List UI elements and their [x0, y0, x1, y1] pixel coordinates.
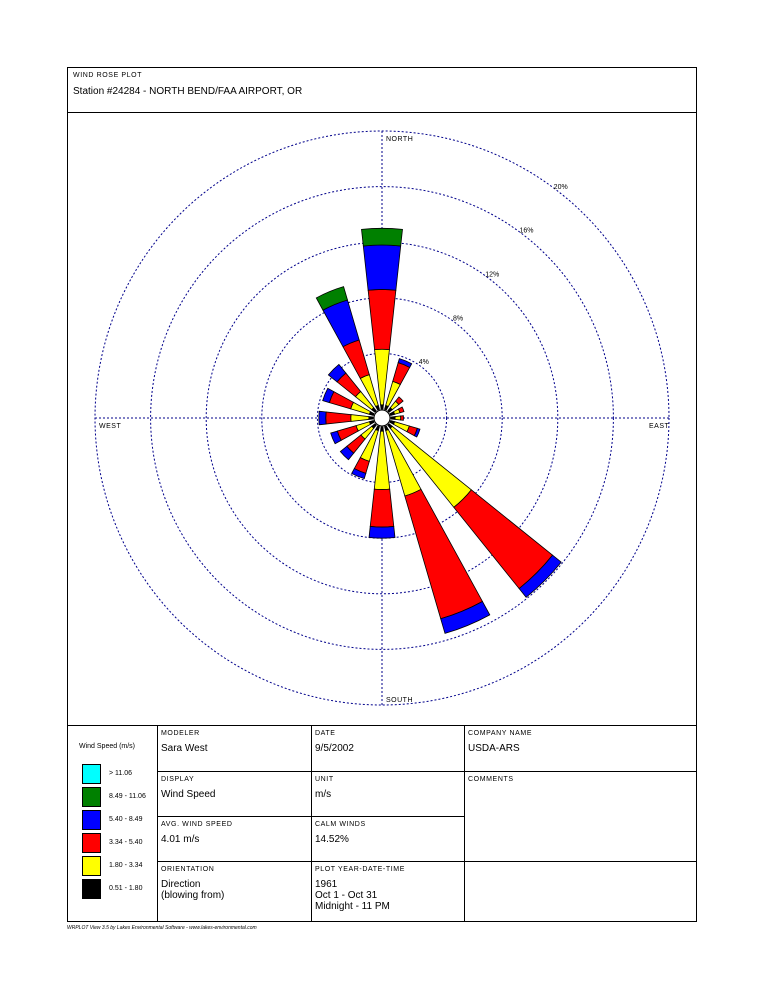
modeler-value: Sara West	[161, 743, 208, 754]
calm-cell	[312, 817, 464, 861]
legend-swatch	[82, 810, 101, 830]
legend-label: 8.49 - 11.06	[109, 793, 146, 800]
unit-cell	[312, 772, 464, 816]
orientation-line2: (blowing from)	[161, 890, 225, 901]
wedge-E-bin0	[391, 417, 395, 420]
orientation-value	[161, 879, 224, 901]
wedge-E-bin2	[401, 416, 404, 421]
compass-east-label: EAST	[649, 423, 670, 430]
ring-label: 4%	[418, 359, 429, 367]
ring-label: 8%	[452, 315, 464, 323]
station-title: Station #24284 - NORTH BEND/FAA AIRPORT, OR	[73, 86, 303, 97]
wedge-E-bin1	[395, 416, 401, 420]
calm-value: 14.52%	[315, 834, 349, 845]
avg-speed-label: AVG. WIND SPEED	[161, 821, 233, 828]
wedge-N-bin1	[375, 349, 390, 405]
legend-label: 3.34 - 5.40	[109, 839, 143, 846]
plot-type-label: WIND ROSE PLOT	[73, 72, 143, 79]
unit-value: m/s	[315, 789, 332, 800]
wind-rose-plot-area	[68, 112, 696, 726]
company-label: COMPANY NAME	[468, 730, 533, 737]
unit-label: UNIT	[315, 776, 334, 783]
compass-west-label: WEST	[99, 423, 122, 430]
calm-label: CALM WINDS	[315, 821, 366, 828]
wedge-N-bin0	[381, 405, 384, 409]
wedge-W-bin0	[369, 417, 373, 420]
wedge-W-bin3	[319, 411, 326, 425]
wind-rose-chart	[68, 112, 696, 726]
date-label: DATE	[315, 730, 336, 737]
wedge-S-bin2	[370, 489, 394, 527]
company-value: USDA-ARS	[468, 743, 520, 754]
company-cell	[465, 726, 696, 771]
legend-swatch	[82, 856, 101, 876]
legend-label: > 11.06	[109, 770, 133, 777]
period-cell	[312, 862, 464, 922]
wedge-S-bin1	[374, 431, 389, 489]
wedge-NNW-bin2	[343, 340, 369, 378]
ring-label: 12%	[485, 271, 500, 279]
comments-label: COMMENTS	[468, 776, 514, 783]
date-value: 9/5/2002	[315, 743, 354, 754]
compass-south-label: SOUTH	[386, 697, 413, 704]
calm-center-circle	[374, 410, 390, 426]
modeler-label: MODELER	[161, 730, 200, 737]
modeler-cell	[158, 726, 311, 771]
comments-cell	[465, 772, 696, 861]
wedge-W-bin2	[326, 412, 351, 424]
legend-label: 5.40 - 8.49	[109, 816, 143, 823]
display-value: Wind Speed	[161, 789, 216, 800]
period-line2: Oct 1 - Oct 31	[315, 890, 378, 901]
period-value	[315, 879, 390, 912]
orientation-label: ORIENTATION	[161, 866, 215, 873]
report-frame	[67, 67, 697, 922]
avg-speed-value: 4.01 m/s	[161, 834, 200, 845]
wedge-N-bin3	[363, 245, 400, 290]
display-cell	[158, 772, 311, 816]
ring-label: 20%	[553, 183, 568, 191]
period-line1: 1961	[315, 879, 338, 890]
period-label: PLOT YEAR-DATE-TIME	[315, 866, 405, 873]
legend-swatch	[82, 833, 101, 853]
wedge-N-bin4	[362, 228, 403, 246]
ring-label: 16%	[519, 227, 534, 235]
orientation-line1: Direction	[161, 879, 201, 890]
avg-speed-cell	[158, 817, 311, 861]
legend	[68, 726, 157, 922]
orientation-cell	[158, 862, 311, 922]
date-cell	[312, 726, 464, 771]
period-line3: Midnight - 11 PM	[315, 901, 390, 912]
legend-swatch	[82, 764, 101, 784]
report-header	[68, 68, 696, 113]
legend-swatch	[82, 879, 101, 899]
info-table	[68, 725, 696, 922]
legend-swatch	[82, 787, 101, 807]
wedge-N-bin2	[368, 289, 396, 349]
display-label: DISPLAY	[161, 776, 195, 783]
wedge-S-bin0	[381, 427, 384, 431]
wedge-S-bin3	[369, 526, 395, 538]
legend-title: Wind Speed (m/s)	[79, 743, 136, 750]
legend-label: 0.51 - 1.80	[109, 885, 143, 892]
compass-north-label: NORTH	[386, 136, 414, 143]
software-credit: WRPLOT View 3.5 by Lakes Environmental Software - www.lakes-environmental.com	[67, 925, 257, 931]
wedge-W-bin1	[351, 415, 369, 422]
legend-label: 1.80 - 3.34	[109, 862, 143, 869]
